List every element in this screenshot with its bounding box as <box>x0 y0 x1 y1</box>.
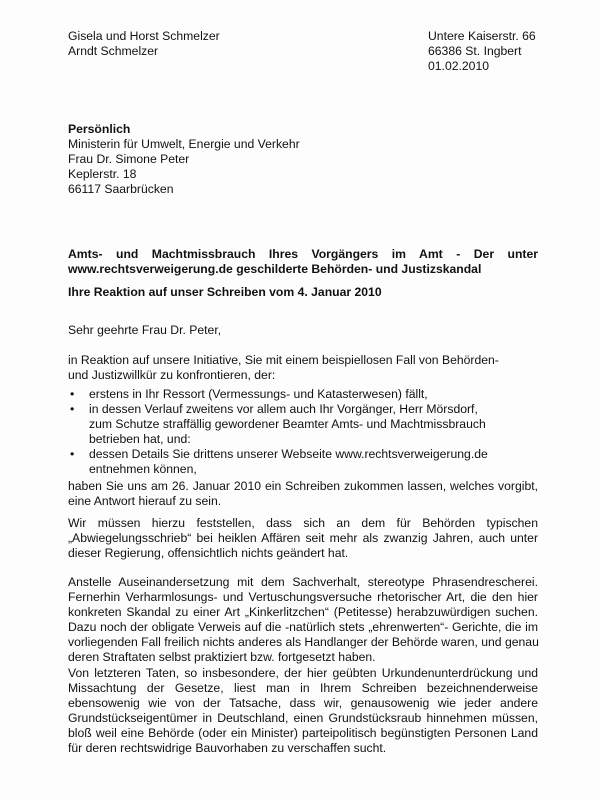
recipient-line: Keplerstr. 18 <box>68 167 137 181</box>
body-paragraph <box>68 666 538 756</box>
recipient-line: Ministerin für Umwelt, Energie und Verkehr <box>68 137 300 151</box>
paragraph-line: dieser Regierung, offensichtlich nichts geändert hat. <box>68 546 349 560</box>
bullet-item <box>68 447 488 477</box>
paragraph-line: Wir müssen hierzu feststellen, dass sich an dem für Behörden typischen <box>68 516 538 530</box>
paragraph-line: Dazu noch der obligate Verweis auf die -natürlich stets „ehrenwerten“- Gerichte, die im <box>68 620 538 634</box>
subject-text-line: Amts- und Machtmissbrauch Ihres Vorgängers im Amt - Der unter <box>68 247 538 261</box>
bullet-item <box>68 402 488 447</box>
paragraph-line: deren Straftaten selbst praktiziert bzw. fortgesetzt haben. <box>68 650 376 664</box>
subject-text-line: www.rechtsverweigerung.de geschilderte Behörden- und Justizskandal <box>68 262 482 276</box>
sender-city: 66386 St. Ingbert <box>428 44 522 58</box>
bullet-icon: • <box>70 447 75 461</box>
paragraph-line: Anstelle Auseinandersetzung mit dem Sachverhalt, stereotype Phrasendrescherei. <box>68 575 538 589</box>
subject-line <box>68 247 538 277</box>
bullet-line: erstens in Ihr Ressort (Vermessungs- und Katasterwesen) fällt, <box>89 387 428 401</box>
body-paragraph <box>68 516 538 561</box>
reference-line: Ihre Reaktion auf unser Schreiben vom 4. Januar 2010 <box>68 285 382 299</box>
sender-address <box>428 29 536 74</box>
bullet-item <box>68 387 488 402</box>
sender-name-line: Gisela und Horst Schmelzer <box>68 29 220 43</box>
paragraph-line: konkreten Skandal zu einer Art „Kinkerlitzchen“ (Petitesse) herabzuwürdigen suchen. <box>68 605 538 619</box>
paragraph-line: Fernerhin Verharmlosungs- und Vertuschungsversuche rhetorischer Art, die den hier <box>68 590 538 604</box>
paragraph-line: Von letzteren Taten, so insbesondere, der hier geübten Urkundenunterdrückung und <box>68 666 538 680</box>
sender-street: Untere Kaiserstr. 66 <box>428 29 536 43</box>
sender-name-line: Arndt Schmelzer <box>68 44 159 58</box>
paragraph-line: bloß weil eine Behörde (oder ein Minister) parteipolitisch begünstigten Personen Land <box>68 726 538 740</box>
bullet-line: dessen Details Sie drittens unserer Webseite www.rechtsverweigerung.de <box>89 447 488 461</box>
recipient-block <box>68 122 300 197</box>
paragraph-line: und Justizwillkür zu konfrontieren, der: <box>68 368 276 382</box>
paragraph-line: haben Sie uns am 26. Januar 2010 ein Schreiben zukommen lassen, welches vorgibt, <box>68 479 538 493</box>
paragraph-line: in Reaktion auf unsere Initiative, Sie mit einem beispiellosen Fall von Behörden- <box>68 353 499 367</box>
intro-paragraph <box>68 353 499 383</box>
bullet-line: in dessen Verlauf zweitens vor allem auch Ihr Vorgänger, Herr Mörsdorf, <box>89 402 478 416</box>
bullet-icon: • <box>70 387 75 401</box>
paragraph-line: vorliegenden Fall freilich nichts anderes als Handlanger der Behörde waren, und genau <box>68 635 539 649</box>
bullet-list <box>68 387 488 477</box>
sender-names <box>68 29 220 59</box>
bullet-icon: • <box>70 402 75 416</box>
bullet-line: zum Schutze straffällig gewordener Beamter Amts- und Machtmissbrauch <box>89 417 486 431</box>
body-paragraph <box>68 479 538 509</box>
bullet-line: betrieben hat, und: <box>89 432 191 446</box>
salutation: Sehr geehrte Frau Dr. Peter, <box>68 323 222 337</box>
recipient-line: 66117 Saarbrücken <box>68 182 174 196</box>
recipient-label: Persönlich <box>68 122 131 136</box>
recipient-line: Frau Dr. Simone Peter <box>68 152 190 166</box>
body-paragraph <box>68 575 538 665</box>
letter-date: 01.02.2010 <box>428 59 489 73</box>
paragraph-line: „Abwiegelungsschrieb“ bei heiklen Affären seit mehr als zwanzig Jahren, auch unter <box>68 531 538 545</box>
paragraph-line: für deren rechtswidrige Bauvorhaben zu verschaffen sucht. <box>68 741 387 755</box>
paragraph-line: ebensowenig wie von der Tatsache, dass wir, genausowenig wie jeder andere <box>68 696 538 710</box>
paragraph-line: Missachtung der Gesetze, liest man in Ihrem Schreiben bezeichnenderweise <box>68 681 538 695</box>
paragraph-line: eine Antwort hierauf zu sein. <box>68 494 222 508</box>
paragraph-line: Grundstückseigentümer in Deutschland, einen Grundstücksraub hinnehmen müssen, <box>68 711 538 725</box>
bullet-line: entnehmen können, <box>89 462 197 476</box>
